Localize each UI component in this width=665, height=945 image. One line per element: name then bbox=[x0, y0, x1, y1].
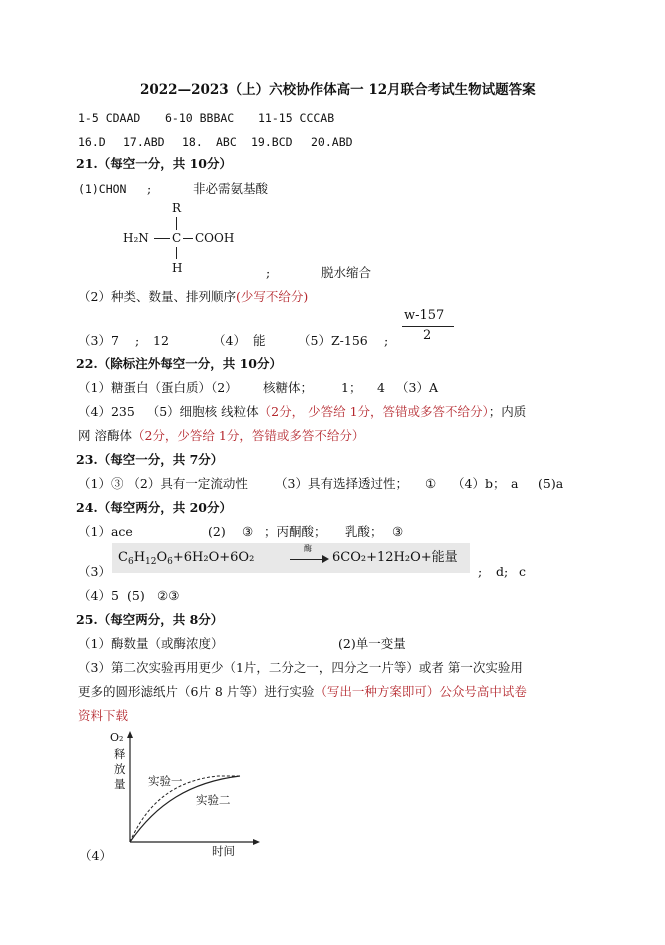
q21-answer-1c: 脱水缩合 bbox=[321, 265, 372, 280]
q24-answer-3-label: （3） bbox=[78, 564, 111, 579]
graph-x-arrowhead bbox=[253, 839, 260, 845]
graph-ylabel-o2: O₂ bbox=[110, 731, 124, 744]
graph-ylabel-1: 释 bbox=[114, 747, 126, 761]
structure-bond-top bbox=[176, 217, 177, 230]
q21-answer-2-note: (少写不给分) bbox=[235, 289, 309, 304]
graph-label-experiment-2: 实验二 bbox=[196, 793, 231, 807]
eq-enzyme-label: 酶 bbox=[304, 544, 312, 553]
eq-products: 6CO₂+12H₂O+能量 bbox=[332, 550, 458, 565]
mc-answer-18-num: 18. bbox=[182, 135, 203, 149]
q21-answer-3b: 12 bbox=[153, 333, 169, 348]
q21-answer-1a: (1)CHON bbox=[78, 182, 127, 196]
graph-curve-experiment-2 bbox=[130, 776, 240, 842]
q22-answer-3: （3）A bbox=[396, 380, 438, 395]
structure-carboxyl-group: COOH bbox=[195, 231, 235, 245]
q24-header: 24.（每空两分，共 20分） bbox=[76, 500, 232, 515]
structure-amino-group: H₂N bbox=[123, 231, 149, 245]
q21-answer-2-text: （2）种类、数量、排列顺序 bbox=[78, 289, 236, 304]
q21-answer-4-label: （4） bbox=[213, 333, 246, 348]
q25-answer-3-line3: 资料下载 bbox=[78, 708, 129, 723]
q22-header: 22.（除标注外每空一分，共 10分） bbox=[76, 356, 282, 371]
mc-answers-6-10: 6-10 BBBAC bbox=[165, 111, 235, 125]
q24-answer-3-sep: ; bbox=[478, 564, 483, 579]
mc-answer-16: 16.D bbox=[78, 135, 106, 149]
q25-answer-1: （1）酶数量（或酶浓度） bbox=[78, 636, 224, 651]
eq-glucose: $C_6H_{12}O_6$ bbox=[118, 550, 173, 567]
q25-header: 25.（每空两分，共 8分） bbox=[76, 612, 224, 627]
structure-bond-left bbox=[154, 238, 170, 239]
page-title: 2022—2023（上）六校协作体高一 12月联合考试生物试题答案 bbox=[140, 82, 536, 98]
mc-answers-1-5: 1-5 CDAAD bbox=[78, 111, 141, 125]
structure-r-group: R bbox=[172, 201, 182, 215]
structure-hydrogen: H bbox=[172, 261, 183, 275]
q24-answer-2d: ③ bbox=[392, 524, 404, 539]
q25-answer-3-line1: （3）第二次实验再用更少（1片，二分之一，四分之一片等）或者 第一次实验用 bbox=[78, 660, 523, 675]
q21-answer-5b-fraction bbox=[402, 308, 458, 348]
mc-answers-11-15: 11-15 CCCAB bbox=[258, 111, 335, 125]
q24-answer-2a: ③ bbox=[242, 524, 254, 539]
q25-answer-2: (2)单一变量 bbox=[338, 636, 406, 651]
q24-answer-2c: 乳酸； bbox=[345, 524, 383, 539]
q24-answer-5-label: (5) bbox=[127, 588, 145, 603]
q22-answer-2b: 1； bbox=[341, 380, 362, 395]
mc-answer-19: 19.BCD bbox=[251, 135, 293, 149]
q22-answer-1-2: （1）糖蛋白（蛋白质）（2） bbox=[78, 380, 238, 395]
amino-acid-structure bbox=[120, 200, 250, 275]
q23-answer-5: (5)a bbox=[538, 476, 564, 491]
eq-arrow bbox=[290, 559, 324, 560]
eq-reactants: +6H₂O+6O₂ bbox=[172, 550, 255, 565]
q22-answer-5b: 网 溶酶体 bbox=[78, 428, 132, 443]
q23-header: 23.（每空一分，共 7分） bbox=[76, 452, 224, 467]
q21-answer-4: 能 bbox=[253, 333, 266, 348]
q24-answer-5: ②③ bbox=[157, 588, 180, 603]
q21-answer-1b: 非必需氨基酸 bbox=[193, 181, 269, 196]
q21-answer-3a: （3）7 bbox=[78, 333, 119, 348]
q22-answer-5b-note: （2分，少答给 1分，答错或多答不给分） bbox=[131, 428, 365, 443]
q24-answer-2b: ；丙酮酸； bbox=[264, 524, 327, 539]
graph-ylabel-2: 放 bbox=[114, 762, 126, 776]
q23-answer-4a: （4）b； bbox=[452, 476, 506, 491]
q22-answer-5-note: （2分， 少答给 1分，答错或多答不给分） bbox=[258, 404, 489, 419]
graph-label-experiment-1: 实验一 bbox=[148, 774, 183, 788]
q21-header: 21.（每空一分，共 10分） bbox=[76, 156, 232, 171]
q22-answer-4-5 bbox=[78, 404, 526, 420]
q21-sep-4: ; bbox=[384, 333, 389, 348]
graph-canvas bbox=[108, 730, 268, 860]
structure-bond-right bbox=[183, 238, 193, 239]
q24-answer-3c: c bbox=[519, 564, 527, 579]
q21-sep: ; bbox=[147, 181, 152, 196]
respiration-equation bbox=[118, 550, 254, 567]
q22-answer-4: （4）235 bbox=[78, 404, 135, 419]
graph-y-arrowhead bbox=[127, 731, 133, 738]
q25-answer-3-note: （写出一种方案即可）公众号高中试卷 bbox=[314, 684, 527, 699]
q23-answer-1-2: （1）③ （2）具有一定流动性 bbox=[78, 476, 248, 491]
q22-answer-5: （5）细胞核 线粒体 bbox=[146, 404, 259, 419]
fraction-bar bbox=[402, 326, 454, 327]
oxygen-release-graph bbox=[108, 730, 268, 860]
eq-arrowhead bbox=[322, 555, 329, 563]
q22-answer-2c: 4 bbox=[377, 380, 385, 395]
graph-curve-experiment-1 bbox=[130, 776, 240, 842]
graph-xlabel: 时间 bbox=[212, 844, 235, 858]
q25-answer-4-label: （4） bbox=[79, 848, 112, 863]
mc-answer-18: ABC bbox=[216, 135, 237, 149]
q23-answer-4b: a bbox=[511, 476, 519, 491]
graph-ylabel-3: 量 bbox=[114, 777, 126, 791]
q25-answer-3-text: 更多的圆形滤纸片（6片 8 片等）进行实验 bbox=[78, 684, 315, 699]
respiration-equation-box bbox=[112, 543, 470, 573]
q24-answer-4: （4）5 bbox=[78, 588, 119, 603]
q21-answer-5a: （5）Z-156 bbox=[298, 333, 368, 348]
q24-answer-2-label: (2) bbox=[208, 524, 226, 539]
q23-answer-3: （3）具有选择透过性； bbox=[275, 476, 408, 491]
q22-answer-5-cont: ；内质 bbox=[488, 404, 527, 419]
mc-answer-17: 17.ABD bbox=[123, 135, 165, 149]
q24-answer-1: （1）ace bbox=[78, 524, 133, 539]
q25-answer-3-line2 bbox=[78, 684, 527, 700]
q24-answer-3b: d; bbox=[496, 564, 509, 579]
q21-sep-2: ; bbox=[266, 265, 271, 280]
q22-answer-5-line2 bbox=[78, 428, 364, 444]
structure-alpha-carbon: C bbox=[172, 231, 182, 245]
q22-answer-2a: 核糖体； bbox=[263, 380, 314, 395]
q23-answer-3b: ① bbox=[425, 476, 437, 491]
structure-bond-bottom bbox=[176, 247, 177, 259]
q21-answer-2 bbox=[78, 289, 308, 305]
mc-answer-20: 20.ABD bbox=[311, 135, 353, 149]
fraction-numerator: w-157 bbox=[404, 308, 445, 323]
fraction-denominator: 2 bbox=[423, 328, 432, 343]
q21-sep-3: ; bbox=[135, 333, 140, 348]
